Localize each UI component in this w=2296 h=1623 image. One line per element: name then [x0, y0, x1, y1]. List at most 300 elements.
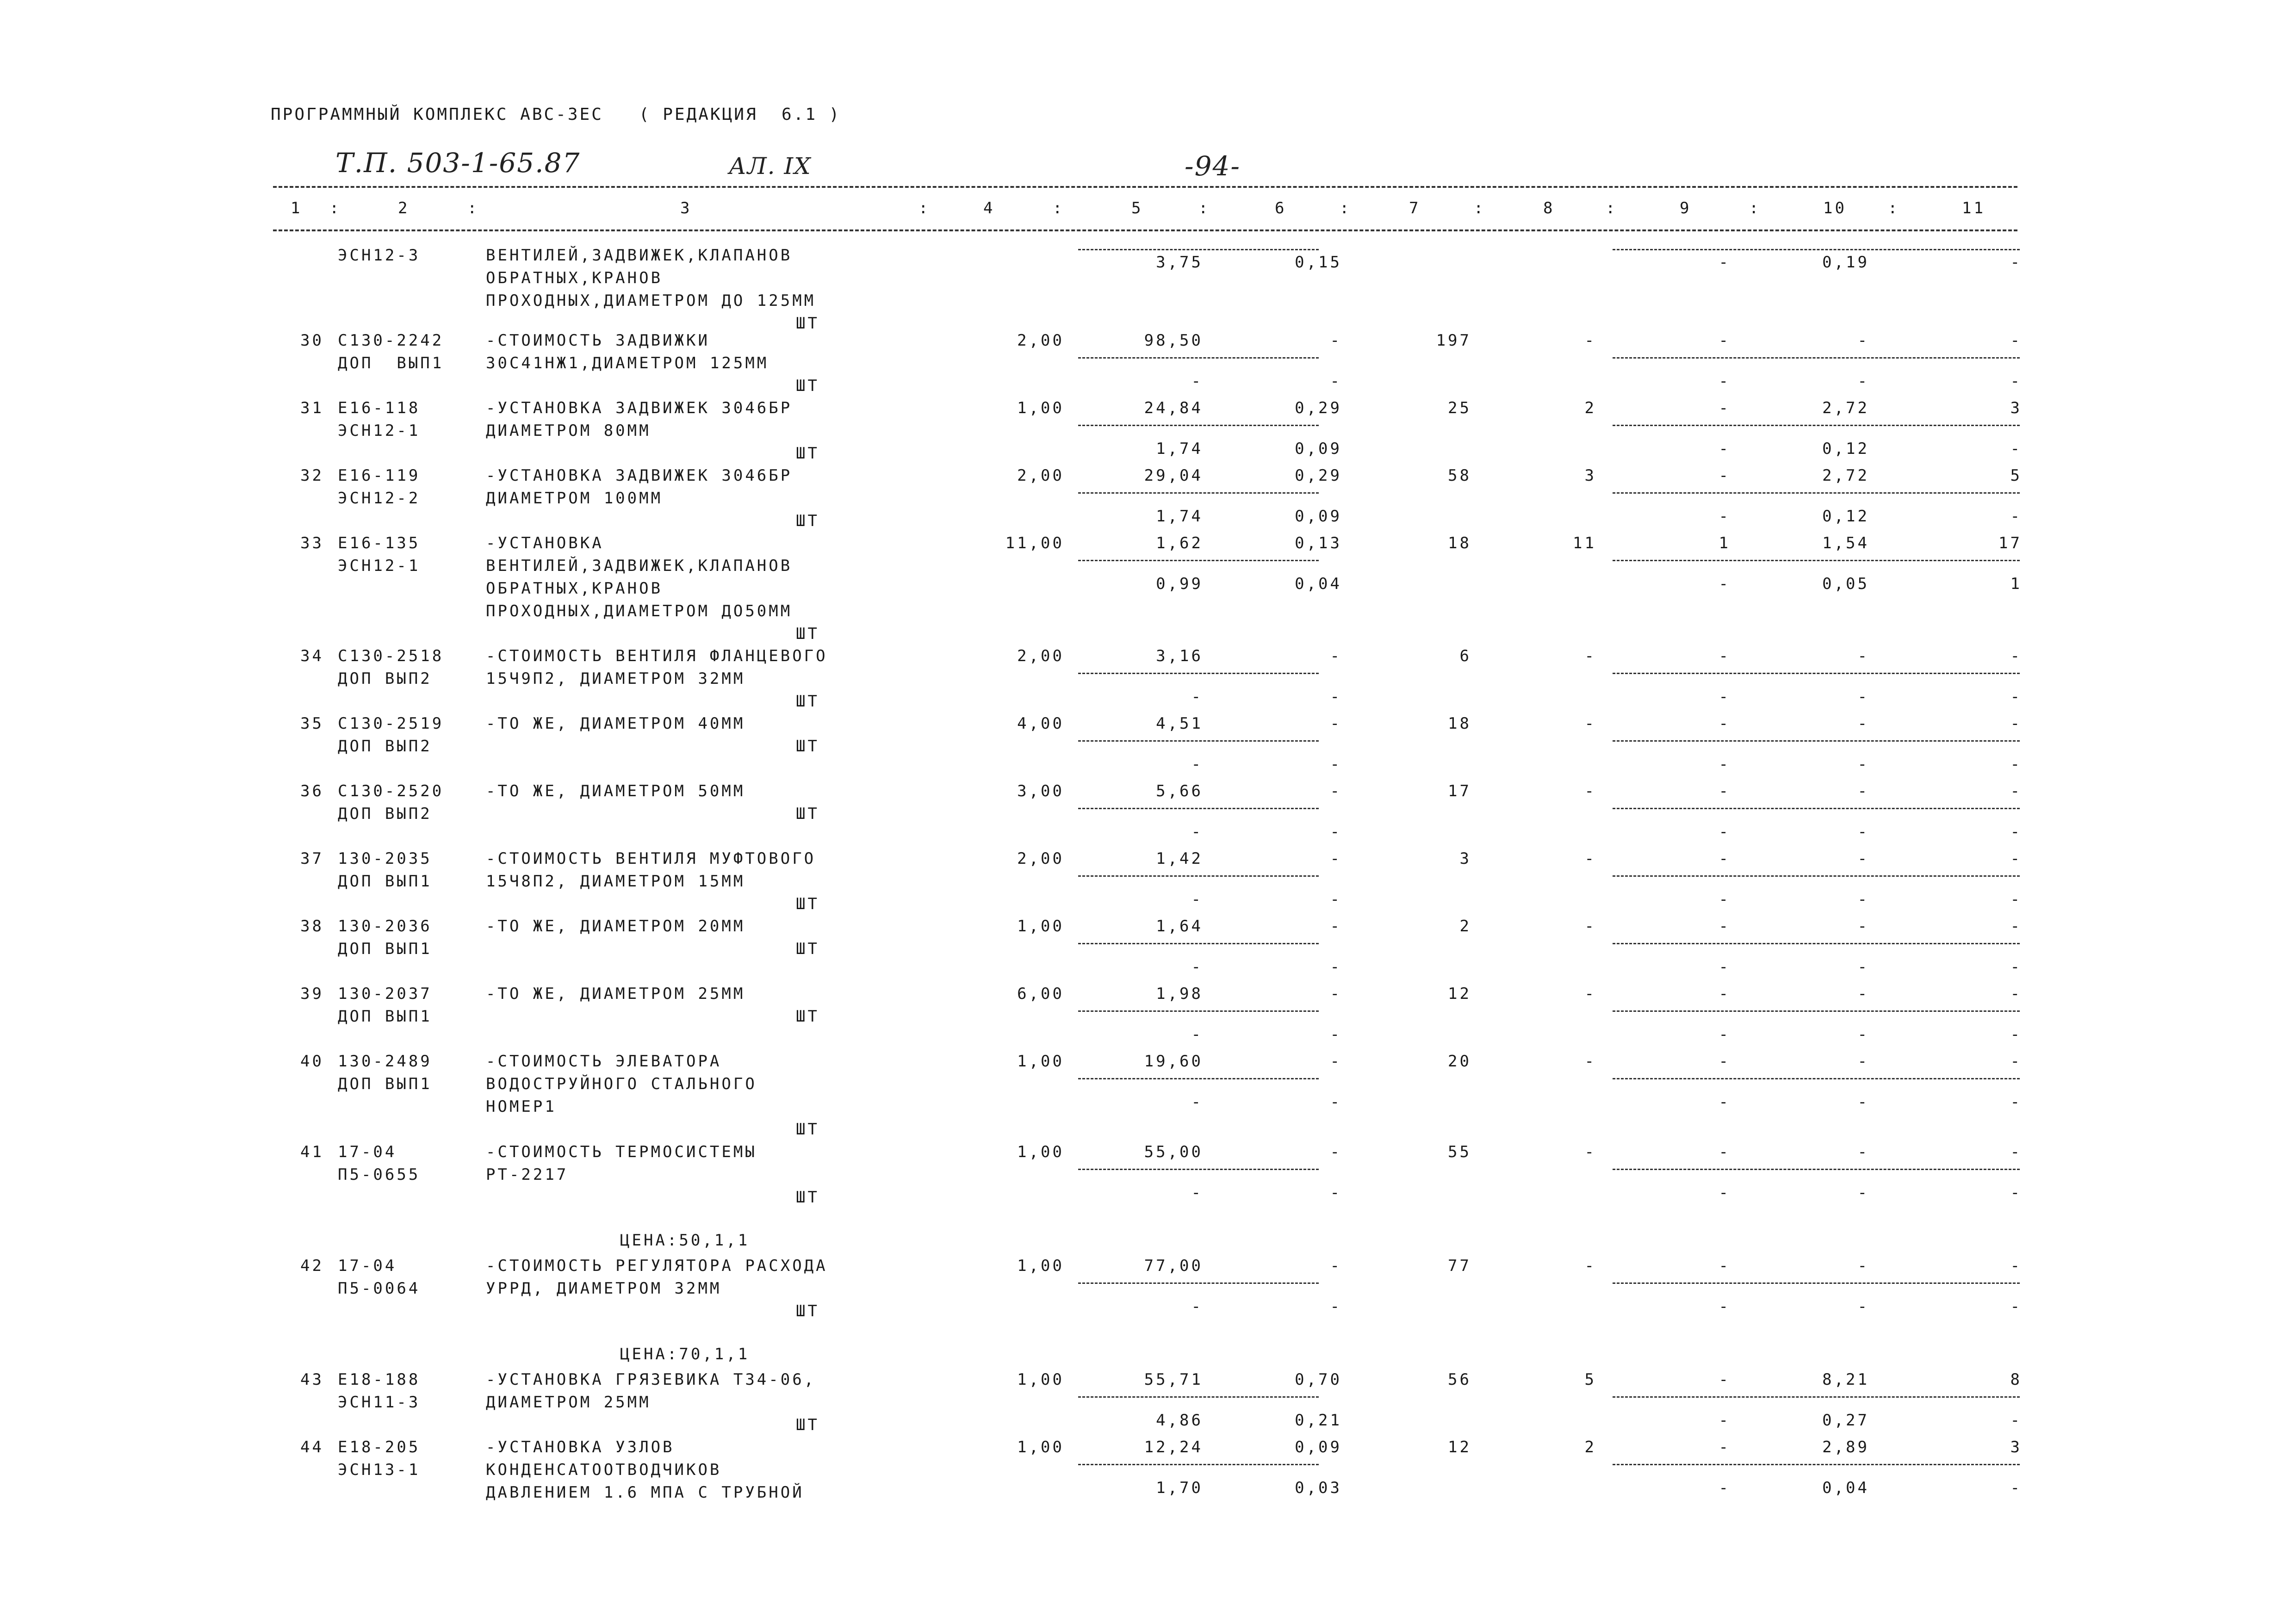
- description-line: КОНДЕНСАТООТВОДЧИКОВ: [486, 1461, 722, 1479]
- unit-label: ШТ: [796, 1188, 819, 1207]
- unit-cost-total: 98,50: [1144, 331, 1203, 350]
- unit-label: ШТ: [796, 512, 819, 530]
- machine-wages-unit: 0,09: [1295, 507, 1342, 526]
- cost-divider: [1078, 943, 1319, 944]
- unit-label: ШТ: [796, 377, 819, 395]
- total-wages: -: [1584, 1052, 1596, 1071]
- machine-labor-total: -: [2010, 253, 2022, 272]
- machine-labor-unit: 0,19: [1822, 253, 1869, 272]
- machine-labor-total: -: [2010, 1297, 2022, 1316]
- page-number: -94-: [1185, 150, 1241, 182]
- cost-divider: [1078, 673, 1319, 674]
- labor-total: -: [2010, 331, 2022, 350]
- rate-code-secondary: ДОП ВЫП1: [338, 354, 444, 372]
- column-header-3: 3: [680, 199, 692, 217]
- total-cost: 12: [1448, 1438, 1471, 1456]
- machine-total: -: [1719, 575, 1731, 593]
- machine-wages-unit: -: [1330, 755, 1342, 774]
- unit-cost-total: 1,64: [1156, 917, 1203, 935]
- rate-code: С130-2519: [338, 714, 444, 733]
- rate-code: ЭСН12-3: [338, 246, 421, 265]
- machine-cost-unit: -: [1191, 1025, 1203, 1044]
- machine-labor-total: -: [2010, 1093, 2022, 1111]
- cost-divider: [1078, 1282, 1319, 1284]
- rate-code: Е18-205: [338, 1438, 421, 1456]
- machine-cost-unit: -: [1191, 688, 1203, 706]
- description-line: ВЕНТИЛЕЙ,ЗАДВИЖЕК,КЛАПАНОВ: [486, 246, 793, 265]
- total-cost: 2: [1459, 917, 1471, 935]
- quantity: 1,00: [1017, 399, 1064, 417]
- row-number: 44: [300, 1438, 324, 1456]
- labor-divider: [1613, 357, 2020, 359]
- machine-labor-unit: -: [1857, 1297, 1869, 1316]
- unit-cost-wages: -: [1330, 917, 1342, 935]
- description-line: -УСТАНОВКА ЗАДВИЖЕК 3046БР: [486, 399, 793, 417]
- rate-code-secondary: ЭСН12-1: [338, 421, 421, 440]
- machine-labor-total: -: [2010, 890, 2022, 909]
- rate-code: Е18-188: [338, 1370, 421, 1389]
- quantity: 2,00: [1017, 849, 1064, 868]
- unit-label: ШТ: [796, 895, 819, 913]
- total-cost: 6: [1459, 647, 1471, 665]
- total-machines: -: [1719, 331, 1731, 350]
- machine-labor-total: -: [2010, 372, 2022, 390]
- machine-cost-unit: -: [1191, 823, 1203, 841]
- rate-code-secondary: ДОП ВЫП2: [338, 805, 432, 823]
- machine-total: -: [1719, 958, 1731, 976]
- rate-code-secondary: ДОП ВЫП1: [338, 940, 432, 958]
- machine-total: -: [1719, 1479, 1731, 1497]
- row-number: 37: [300, 849, 324, 868]
- unit-cost-total: 5,66: [1156, 782, 1203, 800]
- unit-cost-total: 19,60: [1144, 1052, 1203, 1071]
- unit-cost-total: 3,16: [1156, 647, 1203, 665]
- total-machines: -: [1719, 1438, 1731, 1456]
- total-wages: 3: [1584, 466, 1596, 485]
- labor-unit: -: [1857, 647, 1869, 665]
- row-number: 36: [300, 782, 324, 800]
- total-wages: 5: [1584, 1370, 1596, 1389]
- machine-cost-unit: -: [1191, 1297, 1203, 1316]
- machine-total: -: [1719, 507, 1731, 526]
- labor-total: 3: [2010, 399, 2022, 417]
- unit-label: ШТ: [796, 737, 819, 756]
- unit-cost-wages: -: [1330, 647, 1342, 665]
- unit-cost-wages: -: [1330, 714, 1342, 733]
- quantity: 4,00: [1017, 714, 1064, 733]
- unit-cost-wages: -: [1330, 1257, 1342, 1275]
- cost-divider: [1078, 560, 1319, 561]
- total-wages: -: [1584, 714, 1596, 733]
- machine-labor-total: -: [2010, 1183, 2022, 1202]
- labor-total: -: [2010, 782, 2022, 800]
- row-number: 38: [300, 917, 324, 935]
- quantity: 11,00: [1005, 534, 1064, 552]
- machine-cost-unit: 1,74: [1156, 507, 1203, 526]
- unit-cost-wages: -: [1330, 985, 1342, 1003]
- description-line: -УСТАНОВКА: [486, 534, 604, 552]
- quantity: 2,00: [1017, 466, 1064, 485]
- rate-code: С130-2520: [338, 782, 444, 800]
- row-number: 39: [300, 985, 324, 1003]
- machine-labor-total: -: [2010, 440, 2022, 458]
- total-cost: 12: [1448, 985, 1471, 1003]
- column-header-5: 5: [1131, 199, 1143, 217]
- labor-unit: -: [1857, 331, 1869, 350]
- machine-wages-unit: -: [1330, 1025, 1342, 1044]
- row-number: 33: [300, 534, 324, 552]
- machine-wages-unit: -: [1330, 688, 1342, 706]
- quantity: 3,00: [1017, 782, 1064, 800]
- description-line: ДИАМЕТРОМ 80ММ: [486, 421, 651, 440]
- labor-unit: -: [1857, 782, 1869, 800]
- machine-labor-total: -: [2010, 755, 2022, 774]
- machine-labor-total: -: [2010, 1411, 2022, 1430]
- machine-labor-total: -: [2010, 823, 2022, 841]
- machine-cost-unit: 0,99: [1156, 575, 1203, 593]
- rate-code: 130-2036: [338, 917, 432, 935]
- total-wages: -: [1584, 782, 1596, 800]
- labor-total: -: [2010, 985, 2022, 1003]
- labor-divider: [1613, 808, 2020, 809]
- quantity: 6,00: [1017, 985, 1064, 1003]
- labor-unit: 1,54: [1822, 534, 1869, 552]
- machine-wages-unit: -: [1330, 1093, 1342, 1111]
- description-line: -ТО ЖЕ, ДИАМЕТРОМ 50ММ: [486, 782, 745, 800]
- total-wages: -: [1584, 917, 1596, 935]
- row-number: 34: [300, 647, 324, 665]
- description-line: -СТОИМОСТЬ ВЕНТИЛЯ МУФТОВОГО: [486, 849, 816, 868]
- machine-labor-total: 1: [2010, 575, 2022, 593]
- row-number: 35: [300, 714, 324, 733]
- rate-code: С130-2518: [338, 647, 444, 665]
- rate-code-secondary: ДОП ВЫП1: [338, 1075, 432, 1093]
- unit-cost-total: 24,84: [1144, 399, 1203, 417]
- header-bottom-rule: [273, 229, 2017, 231]
- column-separator: :: [329, 199, 341, 217]
- unit-cost-wages: -: [1330, 1143, 1342, 1161]
- description-line: -УСТАНОВКА УЗЛОВ: [486, 1438, 675, 1456]
- labor-divider: [1613, 1396, 2020, 1398]
- machine-total: -: [1719, 1183, 1731, 1202]
- cost-divider: [1078, 875, 1319, 877]
- machine-total: -: [1719, 372, 1731, 390]
- labor-unit: -: [1857, 1052, 1869, 1071]
- machine-cost-unit: 3,75: [1156, 253, 1203, 272]
- cost-divider: [1078, 357, 1319, 359]
- labor-unit: -: [1857, 1143, 1869, 1161]
- labor-divider: [1613, 740, 2020, 742]
- total-wages: -: [1584, 985, 1596, 1003]
- unit-label: ШТ: [796, 1007, 819, 1026]
- labor-unit: -: [1857, 714, 1869, 733]
- labor-unit: -: [1857, 917, 1869, 935]
- machine-total: -: [1719, 823, 1731, 841]
- total-machines: -: [1719, 985, 1731, 1003]
- machine-wages-unit: 0,04: [1295, 575, 1342, 593]
- total-cost: 56: [1448, 1370, 1471, 1389]
- row-number: 31: [300, 399, 324, 417]
- column-header-4: 4: [983, 199, 995, 217]
- quantity: 1,00: [1017, 1370, 1064, 1389]
- cost-divider: [1078, 1078, 1319, 1079]
- total-wages: 2: [1584, 1438, 1596, 1456]
- rate-code-secondary: П5-0064: [338, 1279, 421, 1298]
- machine-cost-unit: -: [1191, 755, 1203, 774]
- machine-cost-unit: 1,70: [1156, 1479, 1203, 1497]
- rate-code: Е16-135: [338, 534, 421, 552]
- machine-labor-unit: -: [1857, 958, 1869, 976]
- unit-cost-total: 29,04: [1144, 466, 1203, 485]
- cost-divider: [1078, 1396, 1319, 1398]
- description-line: -ТО ЖЕ, ДИАМЕТРОМ 20ММ: [486, 917, 745, 935]
- unit-label: ШТ: [796, 314, 819, 333]
- rate-code: Е16-119: [338, 466, 421, 485]
- description-line: -ТО ЖЕ, ДИАМЕТРОМ 25ММ: [486, 985, 745, 1003]
- machine-total: -: [1719, 688, 1731, 706]
- machine-labor-unit: -: [1857, 823, 1869, 841]
- unit-cost-total: 1,98: [1156, 985, 1203, 1003]
- document-code: Т.П. 503-1-65.87: [335, 147, 581, 179]
- labor-divider: [1613, 943, 2020, 944]
- column-separator: :: [467, 199, 479, 217]
- description-line: НОМЕР1: [486, 1097, 557, 1116]
- rate-code: Е16-118: [338, 399, 421, 417]
- machine-wages-unit: 0,03: [1295, 1479, 1342, 1497]
- rate-code: С130-2242: [338, 331, 444, 350]
- machine-labor-unit: -: [1857, 1093, 1869, 1111]
- total-machines: -: [1719, 849, 1731, 868]
- unit-cost-wages: -: [1330, 782, 1342, 800]
- total-machines: -: [1719, 466, 1731, 485]
- unit-cost-wages: 0,29: [1295, 466, 1342, 485]
- unit-label: ШТ: [796, 940, 819, 958]
- labor-total: 8: [2010, 1370, 2022, 1389]
- total-wages: -: [1584, 647, 1596, 665]
- machine-total: -: [1719, 440, 1731, 458]
- machine-labor-unit: 0,12: [1822, 507, 1869, 526]
- machine-cost-unit: 1,74: [1156, 440, 1203, 458]
- labor-unit: 2,72: [1822, 466, 1869, 485]
- quantity: 1,00: [1017, 1257, 1064, 1275]
- labor-total: -: [2010, 849, 2022, 868]
- unit-cost-wages: -: [1330, 849, 1342, 868]
- cost-divider: [1078, 425, 1319, 426]
- description-line: ДАВЛЕНИЕМ 1.6 МПА С ТРУБНОЙ: [486, 1483, 804, 1502]
- machine-labor-unit: -: [1857, 372, 1869, 390]
- column-separator: :: [1340, 199, 1352, 217]
- labor-divider: [1613, 1464, 2020, 1465]
- machine-total: -: [1719, 890, 1731, 909]
- unit-cost-wages: 0,29: [1295, 399, 1342, 417]
- unit-cost-total: 55,71: [1144, 1370, 1203, 1389]
- labor-divider: [1613, 1282, 2020, 1284]
- labor-divider: [1613, 1010, 2020, 1012]
- machine-cost-unit: -: [1191, 958, 1203, 976]
- total-machines: -: [1719, 1052, 1731, 1071]
- header-top-rule: [273, 186, 2017, 188]
- column-header-6: 6: [1275, 199, 1287, 217]
- unit-cost-total: 55,00: [1144, 1143, 1203, 1161]
- description-line: ДИАМЕТРОМ 100ММ: [486, 489, 663, 508]
- machine-total: -: [1719, 755, 1731, 774]
- cost-divider: [1078, 1464, 1319, 1465]
- cost-divider: [1078, 1169, 1319, 1170]
- description-line: -УСТАНОВКА ЗАДВИЖЕК 3046БР: [486, 466, 793, 485]
- unit-cost-wages: -: [1330, 1052, 1342, 1071]
- machine-wages-unit: 0,09: [1295, 440, 1342, 458]
- machine-total: -: [1719, 1025, 1731, 1044]
- description-line: РТ-2217: [486, 1165, 569, 1184]
- labor-unit: 2,89: [1822, 1438, 1869, 1456]
- description-line: 15Ч9П2, ДИАМЕТРОМ 32ММ: [486, 669, 745, 688]
- machine-cost-unit: -: [1191, 1183, 1203, 1202]
- total-machines: -: [1719, 1257, 1731, 1275]
- labor-total: -: [2010, 1143, 2022, 1161]
- labor-unit: -: [1857, 985, 1869, 1003]
- unit-cost-total: 1,42: [1156, 849, 1203, 868]
- machine-labor-unit: -: [1857, 1025, 1869, 1044]
- row-number: 32: [300, 466, 324, 485]
- total-cost: 20: [1448, 1052, 1471, 1071]
- description-line: ПРОХОДНЫХ,ДИАМЕТРОМ ДО50ММ: [486, 602, 793, 620]
- labor-total: -: [2010, 647, 2022, 665]
- rate-code-secondary: ЭСН13-1: [338, 1461, 421, 1479]
- column-header-2: 2: [398, 199, 410, 217]
- description-line: ПРОХОДНЫХ,ДИАМЕТРОМ ДО 125ММ: [486, 291, 816, 310]
- description-line: -СТОИМОСТЬ ТЕРМОСИСТЕМЫ: [486, 1143, 757, 1161]
- machine-total: -: [1719, 1297, 1731, 1316]
- machine-wages-unit: -: [1330, 1297, 1342, 1316]
- machine-wages-unit: -: [1330, 890, 1342, 909]
- unit-cost-total: 1,62: [1156, 534, 1203, 552]
- unit-label: ШТ: [796, 1120, 819, 1139]
- total-machines: 1: [1719, 534, 1731, 552]
- rate-code: 130-2037: [338, 985, 432, 1003]
- labor-unit: -: [1857, 1257, 1869, 1275]
- cost-divider: [1078, 492, 1319, 494]
- rate-code-secondary: ДОП ВЫП2: [338, 669, 432, 688]
- machine-cost-unit: -: [1191, 1093, 1203, 1111]
- unit-label: ШТ: [796, 805, 819, 823]
- description-line: ВЕНТИЛЕЙ,ЗАДВИЖЕК,КЛАПАНОВ: [486, 557, 793, 575]
- column-separator: :: [1749, 199, 1761, 217]
- description-line: ОБРАТНЫХ,КРАНОВ: [486, 269, 663, 287]
- description-line: 30С41НЖ1,ДИАМЕТРОМ 125ММ: [486, 354, 769, 372]
- description-line: -СТОИМОСТЬ ЗАДВИЖКИ: [486, 331, 710, 350]
- total-cost: 3: [1459, 849, 1471, 868]
- description-line: ВОДОСТРУЙНОГО СТАЛЬНОГО: [486, 1075, 757, 1093]
- unit-label: ШТ: [796, 1302, 819, 1320]
- unit-label: ШТ: [796, 625, 819, 643]
- total-machines: -: [1719, 917, 1731, 935]
- rate-code-secondary: ЭСН12-1: [338, 557, 421, 575]
- row-number: 42: [300, 1257, 324, 1275]
- total-wages: -: [1584, 1143, 1596, 1161]
- labor-unit: 8,21: [1822, 1370, 1869, 1389]
- column-separator: :: [1053, 199, 1065, 217]
- total-wages: 11: [1573, 534, 1596, 552]
- machine-cost-unit: -: [1191, 890, 1203, 909]
- machine-wages-unit: -: [1330, 1183, 1342, 1202]
- machine-labor-total: -: [2010, 507, 2022, 526]
- machine-wages-unit: 0,21: [1295, 1411, 1342, 1430]
- unit-cost-wages: 0,09: [1295, 1438, 1342, 1456]
- rate-code-secondary: ДОП ВЫП1: [338, 872, 432, 891]
- column-header-1: 1: [291, 199, 303, 217]
- total-machines: -: [1719, 1370, 1731, 1389]
- total-machines: -: [1719, 1143, 1731, 1161]
- price-note: ЦЕНА:50,1,1: [620, 1231, 750, 1250]
- quantity: 1,00: [1017, 1052, 1064, 1071]
- column-header-9: 9: [1680, 199, 1692, 217]
- machine-wages-unit: 0,15: [1295, 253, 1342, 272]
- labor-unit: -: [1857, 849, 1869, 868]
- labor-total: -: [2010, 714, 2022, 733]
- unit-cost-total: 12,24: [1144, 1438, 1203, 1456]
- machine-labor-total: -: [2010, 1479, 2022, 1497]
- unit-cost-wages: -: [1330, 331, 1342, 350]
- rate-code: 17-04: [338, 1257, 397, 1275]
- column-separator: :: [1198, 199, 1210, 217]
- machine-total: -: [1719, 1411, 1731, 1430]
- total-cost: 18: [1448, 534, 1471, 552]
- total-cost: 77: [1448, 1257, 1471, 1275]
- total-machines: -: [1719, 399, 1731, 417]
- machine-total: -: [1719, 1093, 1731, 1111]
- rate-code: 130-2035: [338, 849, 432, 868]
- description-line: ДИАМЕТРОМ 25ММ: [486, 1393, 651, 1412]
- description-line: -ТО ЖЕ, ДИАМЕТРОМ 40ММ: [486, 714, 745, 733]
- unit-cost-wages: 0,13: [1295, 534, 1342, 552]
- labor-divider: [1613, 249, 2020, 250]
- quantity: 1,00: [1017, 917, 1064, 935]
- total-cost: 197: [1436, 331, 1471, 350]
- machine-wages-unit: -: [1330, 823, 1342, 841]
- rate-code: 130-2489: [338, 1052, 432, 1071]
- machine-labor-unit: -: [1857, 755, 1869, 774]
- total-cost: 55: [1448, 1143, 1471, 1161]
- labor-total: 3: [2010, 1438, 2022, 1456]
- column-header-10: 10: [1823, 199, 1847, 217]
- total-wages: -: [1584, 331, 1596, 350]
- cost-divider: [1078, 1010, 1319, 1012]
- total-wages: -: [1584, 849, 1596, 868]
- labor-divider: [1613, 1078, 2020, 1079]
- price-note: ЦЕНА:70,1,1: [620, 1345, 750, 1363]
- column-separator: :: [1606, 199, 1618, 217]
- cost-divider: [1078, 249, 1319, 250]
- total-cost: 58: [1448, 466, 1471, 485]
- description-line: -СТОИМОСТЬ РЕГУЛЯТОРА РАСХОДА: [486, 1257, 828, 1275]
- cost-divider: [1078, 740, 1319, 742]
- machine-labor-unit: 0,12: [1822, 440, 1869, 458]
- machine-labor-unit: 0,05: [1822, 575, 1869, 593]
- description-line: -УСТАНОВКА ГРЯЗЕВИКА Т34-06,: [486, 1370, 816, 1389]
- quantity: 2,00: [1017, 331, 1064, 350]
- column-header-7: 7: [1409, 199, 1421, 217]
- total-wages: 2: [1584, 399, 1596, 417]
- total-cost: 17: [1448, 782, 1471, 800]
- description-line: 15Ч8П2, ДИАМЕТРОМ 15ММ: [486, 872, 745, 891]
- quantity: 2,00: [1017, 647, 1064, 665]
- album-number: АЛ. IX: [729, 153, 812, 180]
- column-header-8: 8: [1543, 199, 1555, 217]
- description-line: -СТОИМОСТЬ ВЕНТИЛЯ ФЛАНЦЕВОГО: [486, 647, 828, 665]
- column-separator: :: [1474, 199, 1486, 217]
- unit-label: ШТ: [796, 444, 819, 463]
- quantity: 1,00: [1017, 1143, 1064, 1161]
